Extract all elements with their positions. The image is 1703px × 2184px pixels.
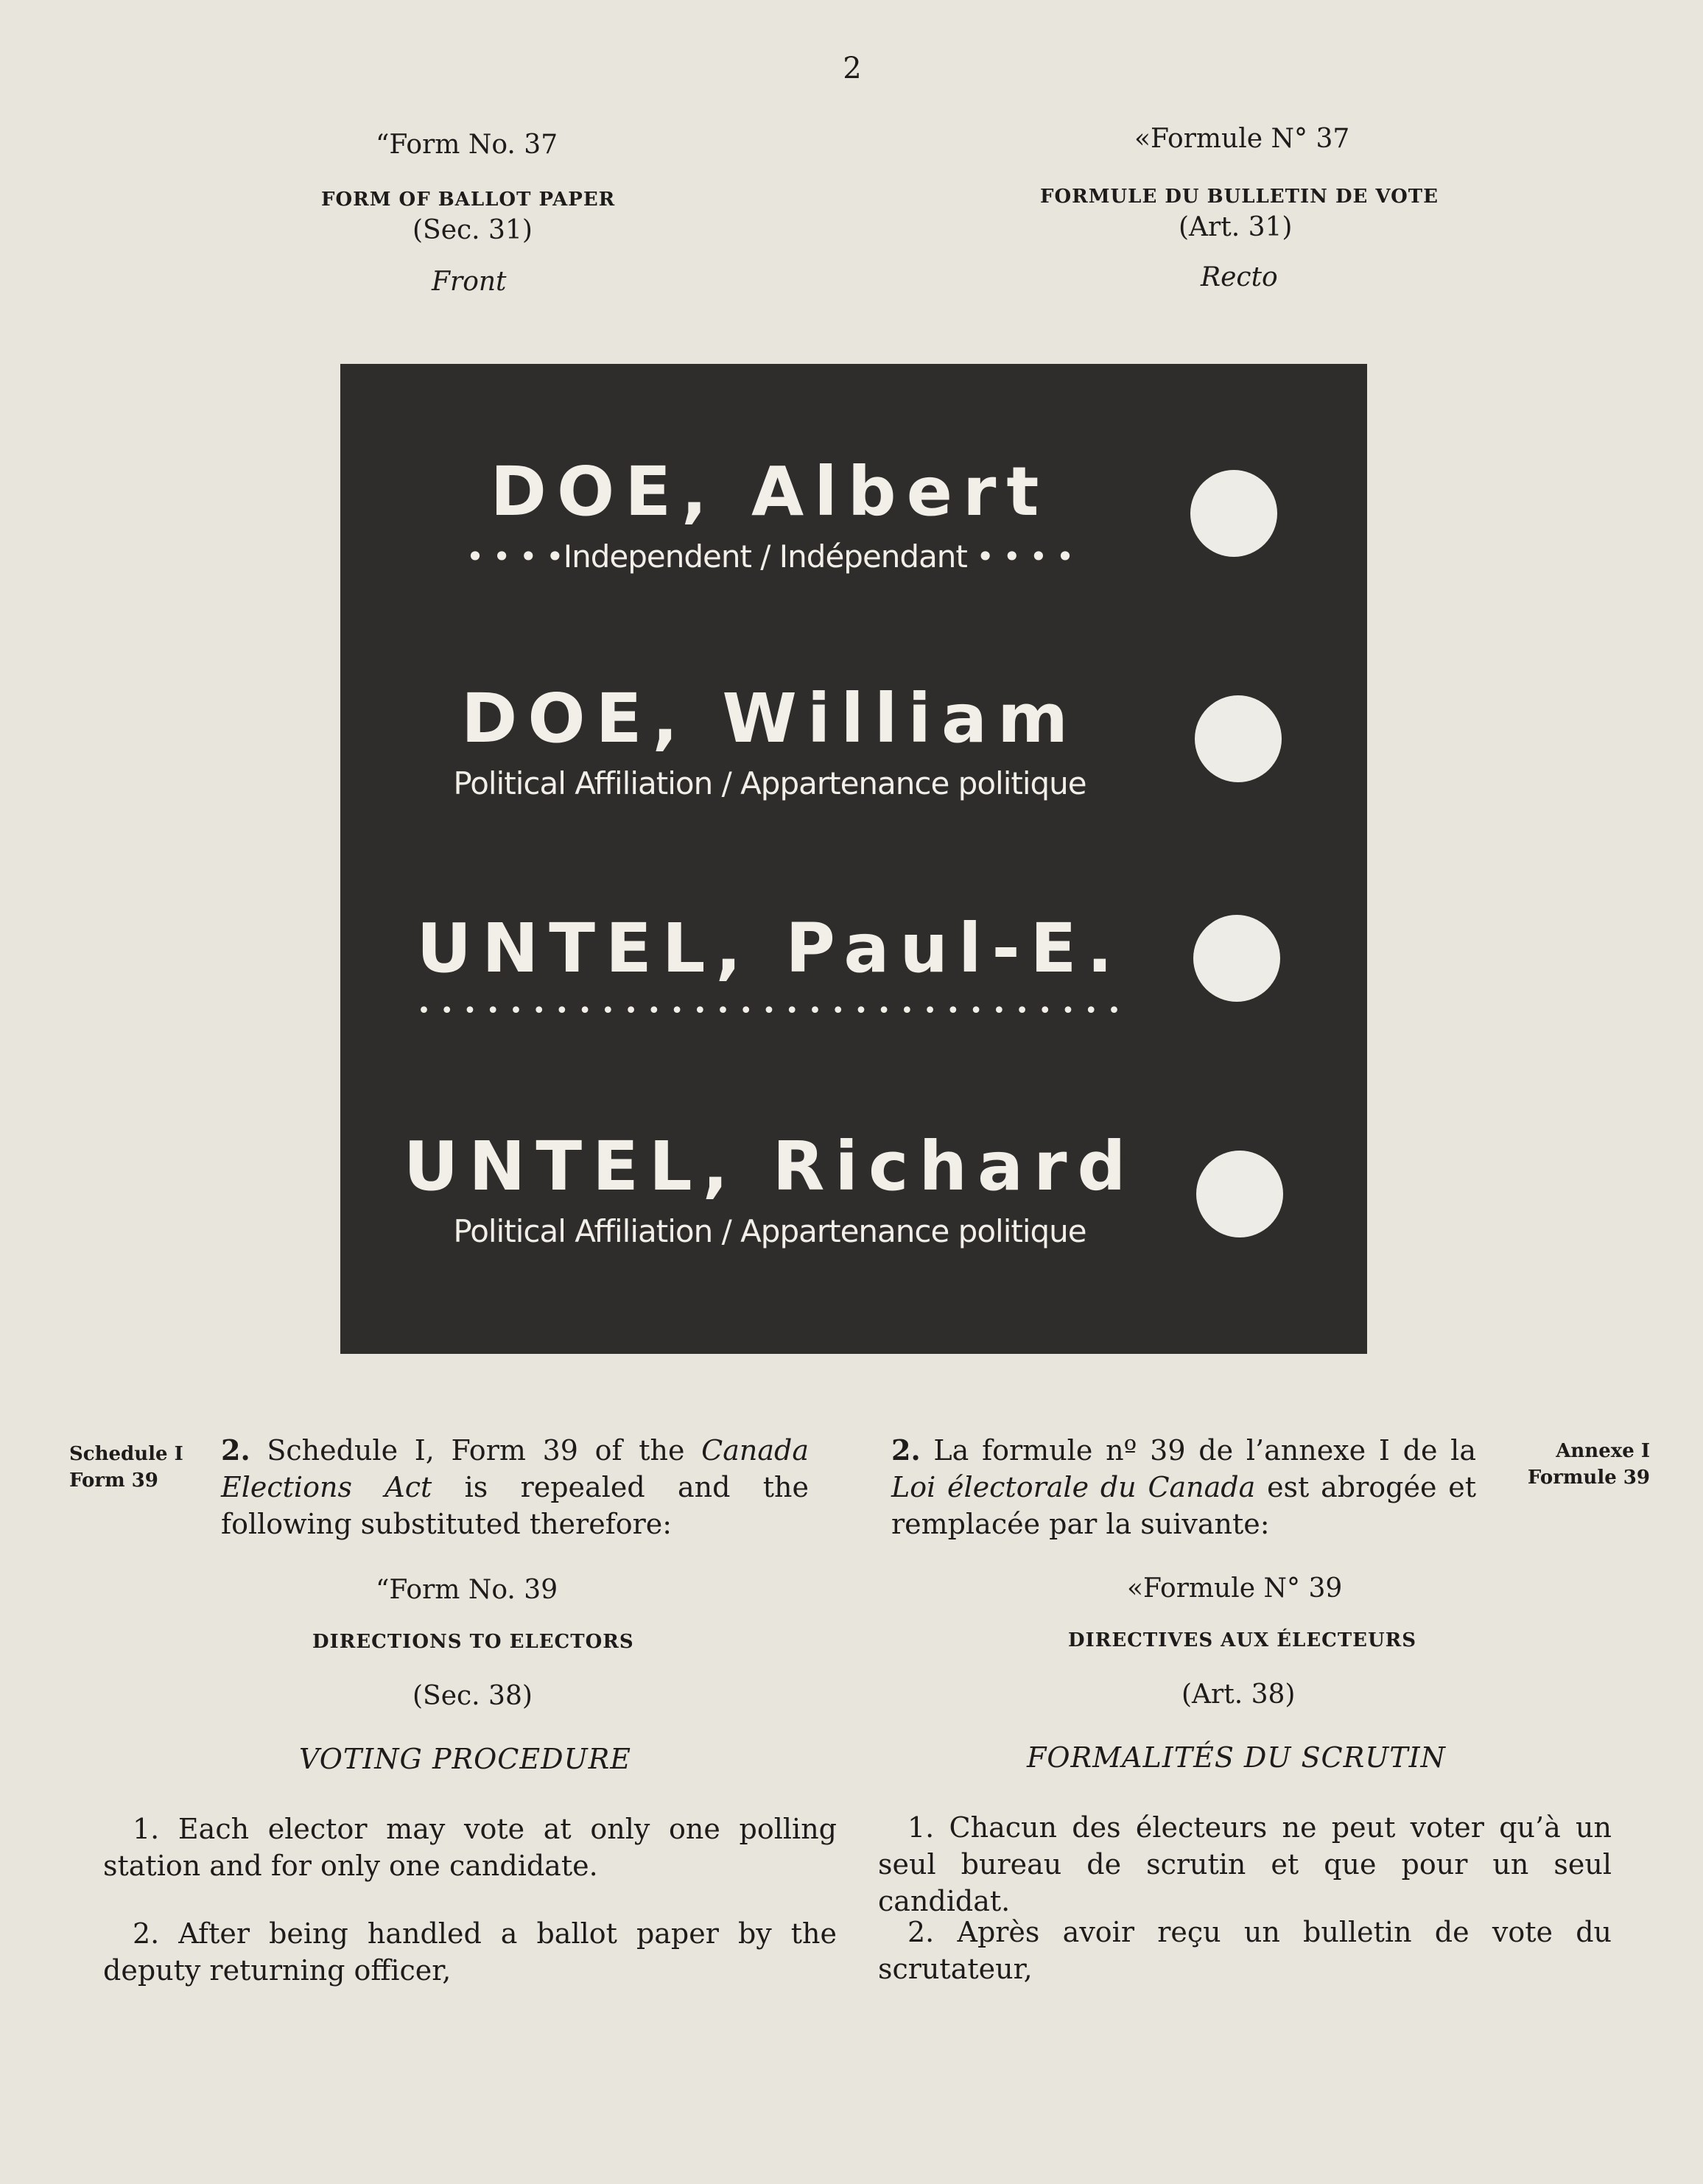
candidate-affiliation: Political Affiliation / Appartenance politique bbox=[453, 1213, 1086, 1249]
form37-subtitle-fr: FORMULE DU BULLETIN DE VOTE bbox=[1040, 186, 1439, 208]
candidate-name: DOE, Albert bbox=[490, 452, 1050, 531]
vote-circle[interactable] bbox=[1196, 1151, 1283, 1237]
voting-procedure-heading: VOTING PROCEDURE bbox=[299, 1743, 631, 1775]
vote-circle[interactable] bbox=[1190, 470, 1277, 557]
ballot-side-en: Front bbox=[432, 267, 507, 297]
candidate-affiliation: Political Affiliation / Appartenance politique bbox=[453, 765, 1086, 801]
form37-title-fr: «Formule N° 37 bbox=[1134, 124, 1350, 154]
form39-subtitle-en: DIRECTIONS TO ELECTORS bbox=[312, 1631, 634, 1653]
ballot-side-fr: Recto bbox=[1201, 262, 1278, 292]
form39-title-en: “Form No. 39 bbox=[376, 1575, 558, 1605]
vote-circle[interactable] bbox=[1193, 915, 1280, 1002]
amendment-paragraph-en: 2. Schedule I, Form 39 of the Canada Elections Act is repealed and the following substituted therefore: bbox=[221, 1433, 809, 1540]
margin-note-fr: Annexe I Formule 39 bbox=[1527, 1440, 1650, 1489]
form39-section-en: (Sec. 38) bbox=[412, 1681, 533, 1711]
voting-rule-2-en: 2. After being handled a ballot paper by the deputy returning officer, bbox=[103, 1917, 837, 1987]
candidate-affiliation: • • • •Independent / Indépendant • • • • bbox=[466, 538, 1074, 575]
candidate-row bbox=[340, 1127, 1199, 1249]
margin-note-en: Schedule I Form 39 bbox=[69, 1443, 183, 1492]
form37-title-en: “Form No. 37 bbox=[376, 130, 558, 160]
candidate-name: UNTEL, Richard bbox=[403, 1127, 1137, 1206]
form37-section-fr: (Art. 31) bbox=[1179, 212, 1293, 242]
candidate-row bbox=[340, 679, 1199, 801]
voting-rule-1-en: 1. Each elector may vote at only one polling station and for only one candidate. bbox=[103, 1813, 837, 1882]
form37-section-en: (Sec. 31) bbox=[412, 215, 533, 245]
candidate-row bbox=[340, 909, 1199, 1024]
voting-rule-2-fr: 2. Après avoir reçu un bulletin de vote du scrutateur, bbox=[878, 1916, 1612, 1985]
candidate-row bbox=[340, 452, 1199, 575]
ballot-paper bbox=[340, 364, 1367, 1354]
candidate-name: DOE, William bbox=[461, 679, 1078, 758]
vote-circle[interactable] bbox=[1195, 695, 1282, 782]
form39-section-fr: (Art. 38) bbox=[1181, 1679, 1296, 1710]
candidate-affiliation: • • • • • • • • • • • • • • • • • • • • • • • • • • • • • • • bbox=[417, 998, 1123, 1024]
amendment-paragraph-fr: 2. La formule nº 39 de l’annexe I de la Loi électorale du Canada est abrogée et remplacée par la suivante: bbox=[891, 1433, 1476, 1540]
formalites-heading: FORMALITÉS DU SCRUTIN bbox=[1027, 1741, 1446, 1774]
form39-subtitle-fr: DIRECTIVES AUX ÉLECTEURS bbox=[1068, 1629, 1417, 1651]
page-number: 2 bbox=[843, 52, 862, 85]
voting-rule-1-fr: 1. Chacun des électeurs ne peut voter qu’à un seul bureau de scrutin et que pour un seul candidat. bbox=[878, 1811, 1612, 1917]
candidate-name: UNTEL, Paul-E. bbox=[416, 909, 1123, 988]
form39-title-fr: «Formule N° 39 bbox=[1127, 1573, 1343, 1604]
form37-subtitle-en: FORM OF BALLOT PAPER bbox=[321, 189, 616, 211]
